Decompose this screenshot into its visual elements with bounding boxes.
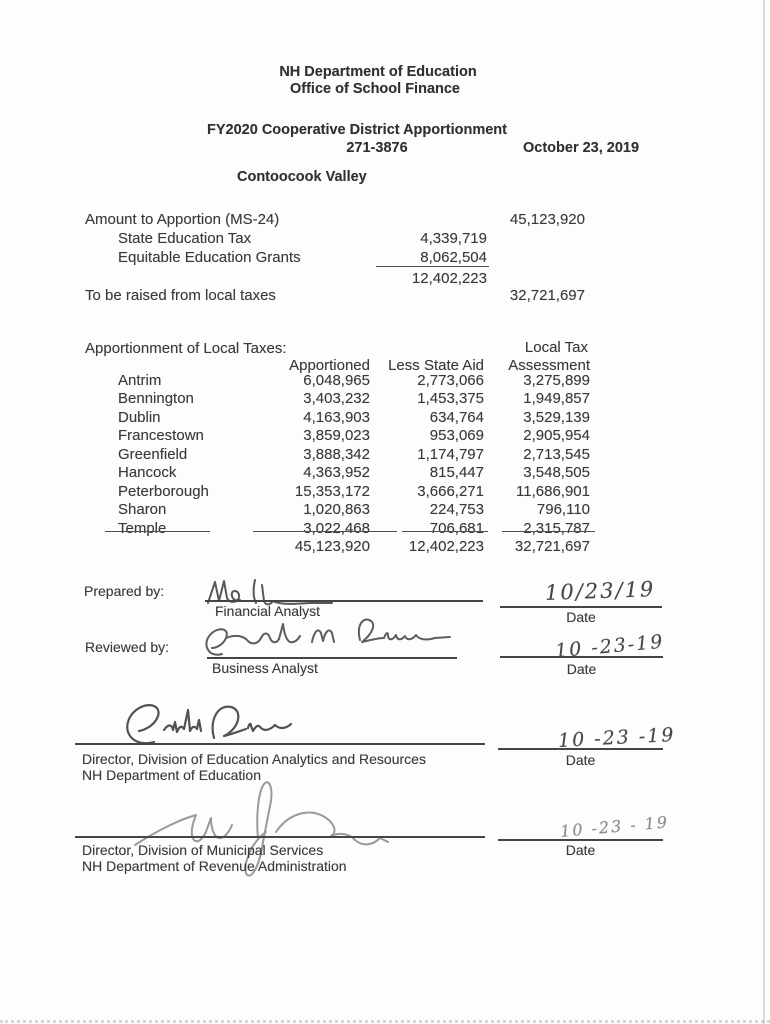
revenue-director-title: Director, Division of Municipal Services <box>82 842 324 858</box>
town-name: Hancock <box>118 464 177 481</box>
prepared-by-label: Prepared by: <box>84 583 165 599</box>
town-name: Bennington <box>118 390 194 407</box>
assessment-value: 3,548,505 <box>523 464 590 481</box>
less-state-aid-value: 815,447 <box>429 464 484 481</box>
town-name: Dublin <box>118 409 161 426</box>
apportioned-total: 45,123,920 <box>294 538 370 555</box>
less-state-aid-value: 953,069 <box>429 427 484 444</box>
scan-edge-artifact <box>763 0 765 1024</box>
apportioned-value: 4,363,952 <box>303 464 370 481</box>
revenue-director-date-label: Date <box>565 842 596 858</box>
office-name: Office of School Finance <box>290 81 460 97</box>
less-state-aid-value: 634,764 <box>429 409 484 426</box>
less-state-aid-value: 224,753 <box>429 501 484 518</box>
reviewed-by-label: Reviewed by: <box>85 639 170 655</box>
table-row <box>118 464 590 482</box>
apportioned-value: 4,163,903 <box>303 409 370 426</box>
less-state-aid-value: 1,453,375 <box>417 390 484 407</box>
reviewed-role: Business Analyst <box>212 660 318 676</box>
education-director-signature <box>112 698 292 748</box>
apportioned-value: 1,020,863 <box>303 501 370 518</box>
table-row <box>118 372 590 390</box>
table-row <box>118 427 590 445</box>
town-column-rule <box>105 531 210 532</box>
less-state-aid-total-rule <box>402 531 488 532</box>
business-analyst-signature <box>200 614 460 662</box>
apportioned-value: 3,022,468 <box>303 520 370 537</box>
table-row <box>118 501 590 519</box>
less-state-aid-total: 12,402,223 <box>408 538 484 555</box>
assessment-value: 3,275,899 <box>523 372 590 389</box>
col-header-local-tax: Local Tax <box>524 339 588 356</box>
state-aid-sum-rule <box>376 266 489 267</box>
local-taxes-label: To be raised from local taxes <box>85 287 276 304</box>
table-row <box>118 483 590 501</box>
town-name: Sharon <box>118 501 167 518</box>
revenue-director-org: NH Department of Revenue Administration <box>82 858 347 874</box>
assessment-value: 2,905,954 <box>523 427 590 444</box>
education-director-date-line <box>498 748 663 750</box>
apportionment-title: Apportionment of Local Taxes: <box>85 340 287 357</box>
education-director-date-label: Date <box>565 752 596 768</box>
education-director-title: Director, Division of Education Analytics and Resources <box>82 751 426 767</box>
assessment-total-rule <box>502 531 595 532</box>
assessment-value: 2,713,545 <box>523 446 590 463</box>
local-taxes-value: 32,721,697 <box>509 287 585 304</box>
state-education-tax-value: 4,339,719 <box>420 230 487 247</box>
table-row <box>118 446 590 464</box>
scan-bottom-artifact <box>0 1020 770 1023</box>
town-name: Antrim <box>118 372 162 389</box>
assessment-value: 11,686,901 <box>516 483 590 500</box>
phone-number: 271-3876 <box>346 140 408 156</box>
amount-to-apportion-label: Amount to Apportion (MS-24) <box>85 211 280 228</box>
equitable-grants-value: 8,062,504 <box>420 249 487 266</box>
town-name: Temple <box>118 520 167 537</box>
apportioned-total-rule <box>253 531 397 532</box>
reviewed-date-label: Date <box>566 661 597 677</box>
apportioned-value: 15,353,172 <box>294 483 370 500</box>
education-director-date-handwritten: 10 -23 -19 <box>557 723 676 752</box>
form-title: FY2020 Cooperative District Apportionment <box>207 122 507 138</box>
education-director-signature-line <box>75 743 485 745</box>
apportioned-value: 3,859,023 <box>303 427 370 444</box>
town-name: Francestown <box>118 427 204 444</box>
state-education-tax-label: State Education Tax <box>118 230 252 247</box>
reviewed-signature-line <box>207 657 457 659</box>
town-name: Peterborough <box>118 483 209 500</box>
prepared-date-line <box>500 606 662 608</box>
less-state-aid-value: 2,773,066 <box>417 372 484 389</box>
less-state-aid-value: 1,174,797 <box>417 446 484 463</box>
col-header-assessment: Assessment <box>508 357 590 374</box>
less-state-aid-value: 706,681 <box>429 520 484 537</box>
totals-spacer <box>118 538 218 556</box>
dept-name: NH Department of Education <box>279 64 477 80</box>
prepared-date-handwritten: 10/23/19 <box>544 577 656 605</box>
amount-to-apportion-value: 45,123,920 <box>509 211 585 228</box>
table-row <box>118 409 590 427</box>
education-director-org: NH Department of Education <box>82 767 261 783</box>
apportioned-value: 3,888,342 <box>303 446 370 463</box>
table-totals-row <box>118 538 590 556</box>
reviewed-date-line <box>500 656 663 658</box>
less-state-aid-value: 3,666,271 <box>417 483 484 500</box>
revenue-director-signature-line <box>75 836 485 838</box>
report-date: October 23, 2019 <box>523 140 640 156</box>
assessment-value: 2,315,787 <box>523 520 590 537</box>
apportioned-value: 3,403,232 <box>303 390 370 407</box>
reviewed-date-handwritten: 10 -23-19 <box>554 630 666 663</box>
assessment-value: 3,529,139 <box>523 409 590 426</box>
col-header-less-state-aid: Less State Aid <box>388 357 484 374</box>
prepared-signature-line <box>205 600 483 602</box>
town-name: Greenfield <box>118 446 188 463</box>
apportioned-value: 6,048,965 <box>303 372 370 389</box>
assessment-value: 796,110 <box>536 501 590 518</box>
assessment-value: 1,949,857 <box>523 390 590 407</box>
equitable-grants-label: Equitable Education Grants <box>118 249 301 266</box>
state-aid-total-value: 12,402,223 <box>411 270 487 287</box>
district-name: Contoocook Valley <box>237 169 367 185</box>
prepared-date-label: Date <box>566 609 596 625</box>
table-row <box>118 390 590 408</box>
table-row <box>118 520 590 538</box>
col-header-apportioned: Apportioned <box>289 357 370 374</box>
prepared-role: Financial Analyst <box>215 603 321 619</box>
assessment-total: 32,721,697 <box>514 538 590 555</box>
revenue-director-date-line <box>498 839 663 841</box>
revenue-director-date-handwritten: 10 -23 - 19 <box>559 812 670 841</box>
